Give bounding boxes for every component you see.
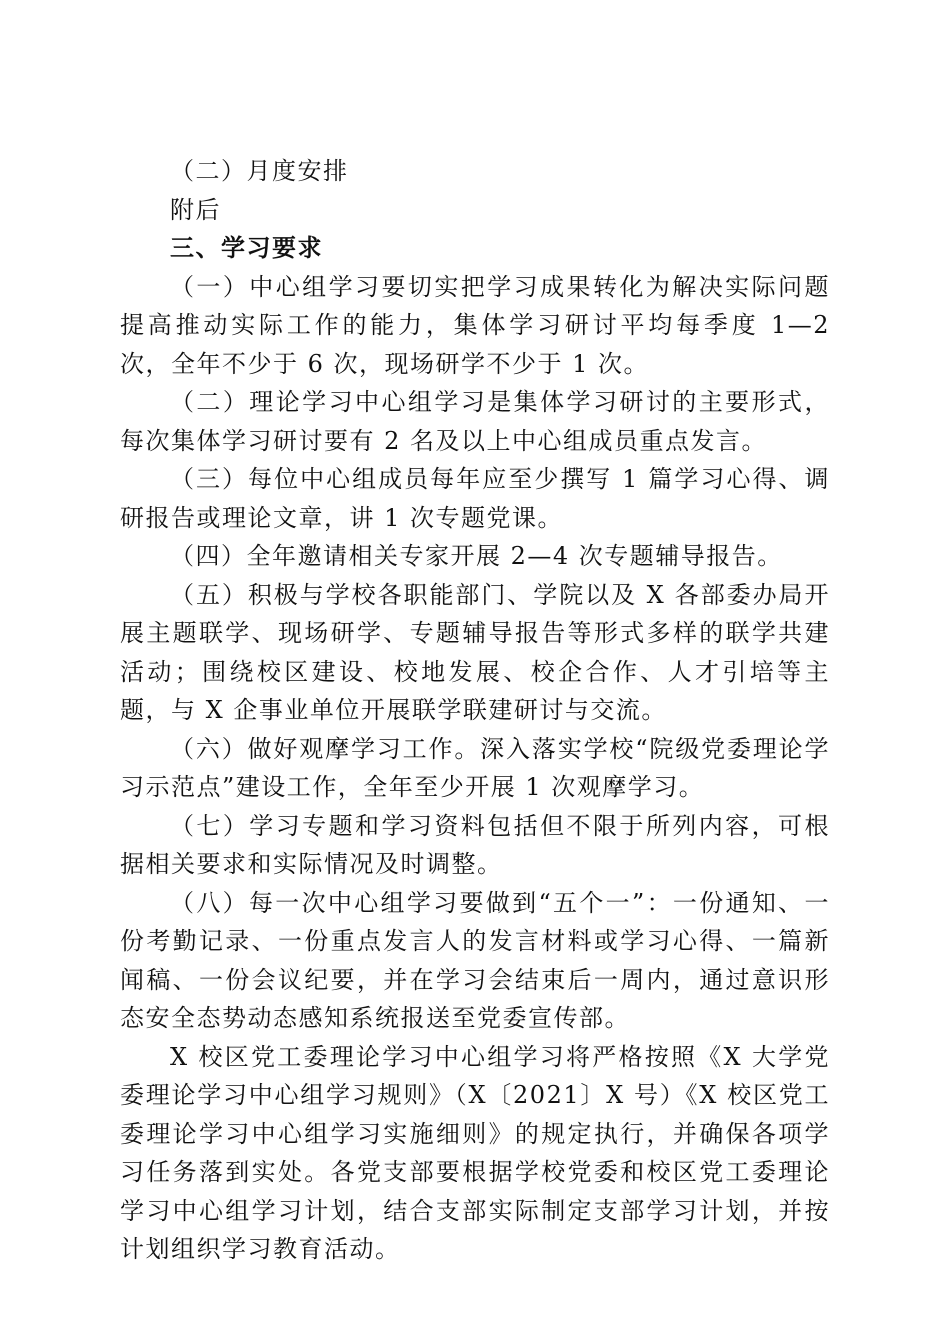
requirement-item-6: （六）做好观摩学习工作。深入落实学校“院级党委理论学习示范点”建设工作，全年至少开展 1 次观摩学习。 [120, 734, 830, 801]
subsection-monthly-heading: （二）月度安排 [170, 157, 349, 185]
requirement-item-8: （八）每一次中心组学习要做到“五个一”：一份通知、一份考勤记录、一份重点发言人的发言材料或学习心得、一篇新闻稿、一份会议纪要，并在学习会结束后一周内，通过意识形态安全态势动态感知系统报送至党委宣传部。 [120, 888, 830, 1032]
document-body [120, 152, 830, 1269]
requirement-item-2: （二）理论学习中心组学习是集体学习研讨的主要形式，每次集体学习研讨要有 2 名及以上中心组成员重点发言。 [120, 388, 830, 455]
requirement-item-7: （七）学习专题和学习资料包括但不限于所列内容，可根据相关要求和实际情况及时调整。 [120, 811, 830, 878]
requirement-item-3: （三）每位中心组成员每年应至少撰写 1 篇学习心得、调研报告或理论文章，讲 1 次专题党课。 [120, 465, 830, 532]
requirement-item-5: （五）积极与学校各职能部门、学院以及 X 各部委办局开展主题联学、现场研学、专题辅导报告等形式多样的联学共建活动；围绕校区建设、校地发展、校企合作、人才引培等主题，与 X 企事业单位开展联学联建研讨与交流。 [120, 580, 830, 724]
requirement-item-1: （一）中心组学习要切实把学习成果转化为解决实际问题提高推动实际工作的能力，集体学习研讨平均每季度 1—2 次，全年不少于 6 次，现场研学不少于 1 次。 [120, 272, 830, 378]
appendix-note: 附后 [170, 195, 221, 224]
requirement-item-4: （四）全年邀请相关专家开展 2—4 次专题辅导报告。 [170, 542, 783, 570]
closing-paragraph: X 校区党工委理论学习中心组学习将严格按照《X 大学党委理论学习中心组学习规则》（X〔2021〕X 号）《X 校区党工委理论学习中心组学习实施细则》的规定执行，并确保各项学习任务落到实处。各党支部要根据学校党委和校区党工委理论学习中心组学习计划，结合支部实际制定支部学习计划，并按计划组织学习教育活动。 [120, 1042, 830, 1263]
section-three-title: 三、学习要求 [170, 234, 323, 262]
